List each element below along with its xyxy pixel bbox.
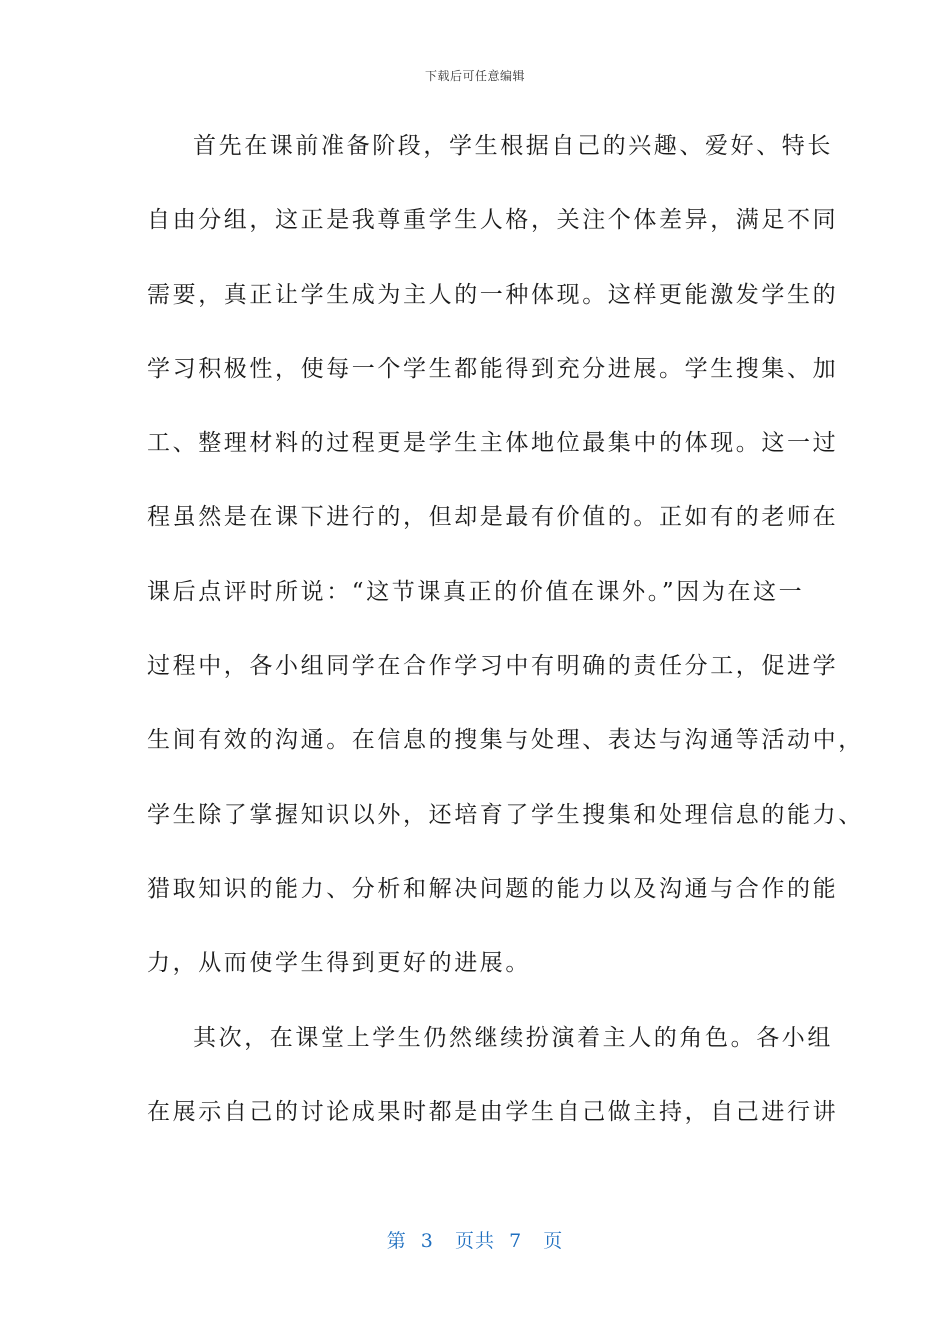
text-line: 学生除了掌握知识以外，还培育了学生搜集和处理信息的能力、 bbox=[147, 801, 864, 828]
text-line: 其次，在课堂上学生仍然继续扮演着主人的角色。各小组 bbox=[193, 1024, 833, 1051]
document-body bbox=[147, 118, 864, 1158]
text-line: 猎取知识的能力、分析和解决问题的能力以及沟通与合作的能 bbox=[147, 875, 839, 902]
text-line: 力，从而使学生得到更好的进展。 bbox=[147, 950, 531, 977]
text-line: 在展示自己的讨论成果时都是由学生自己做主持，自己进行讲 bbox=[147, 1098, 839, 1125]
page-number-footer: 第 3 页共 7 页 bbox=[386, 1230, 564, 1252]
text-line: 自由分组，这正是我尊重学生人格，关注个体差异，满足不同 bbox=[147, 207, 839, 234]
text-line: 首先在课前准备阶段，学生根据自己的兴趣、爱好、特长 bbox=[193, 133, 833, 159]
text-line: 工、整理材料的过程更是学生主体地位最集中的体现。这一过 bbox=[147, 430, 839, 457]
text-line: 过程中，各小组同学在合作学习中有明确的责任分工，促进学 bbox=[147, 653, 839, 680]
page-header: 下载后可任意编辑 bbox=[424, 69, 525, 83]
text-line: 生间有效的沟通。在信息的搜集与处理、表达与沟通等活动中， bbox=[147, 727, 864, 754]
text-line: 学习积极性，使每一个学生都能得到充分进展。学生搜集、加 bbox=[147, 355, 839, 382]
text-line: 需要，真正让学生成为主人的一种体现。这样更能激发学生的 bbox=[147, 281, 839, 308]
text-line: 程虽然是在课下进行的，但却是最有价值的。正如有的老师在 bbox=[147, 504, 839, 531]
text-line: 课后点评时所说：“这节课真正的价值在课外。”因为在这一 bbox=[147, 578, 805, 605]
